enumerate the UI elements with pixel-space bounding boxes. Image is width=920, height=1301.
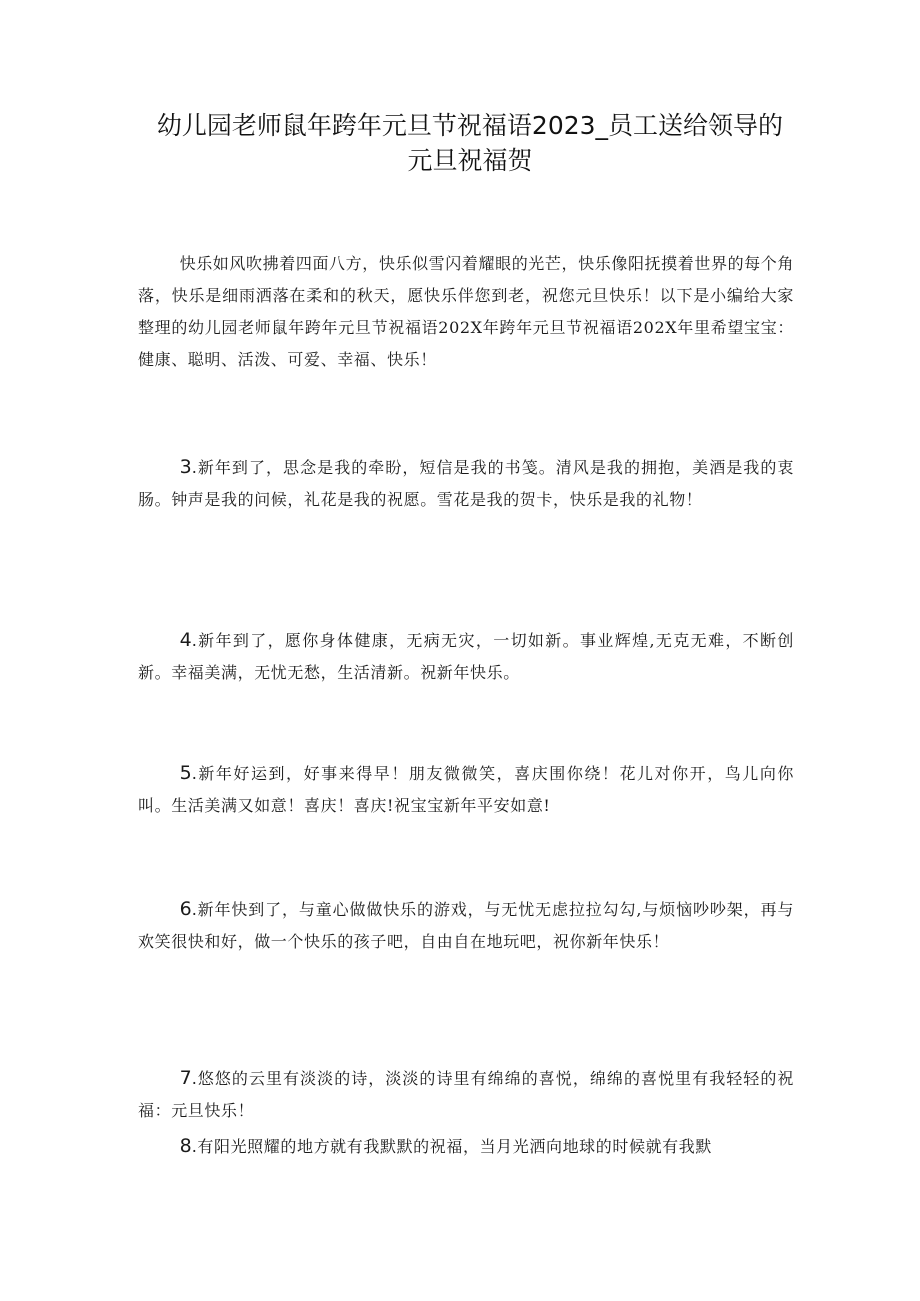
item-number: 4 (179, 629, 192, 651)
item-text: .新年好运到，好事来得早！朋友微微笑，喜庆围你绕！花儿对你开，鸟儿向你叫。生活美满又如意！喜庆！喜庆!祝宝宝新年平安如意! (138, 764, 794, 815)
item-number: 6 (179, 898, 192, 920)
item-text: .新年到了，愿你身体健康，无病无灾，一切如新。事业辉煌,无克无难，不断创新。幸福美满，无忧无愁，生活清新。祝新年快乐。 (138, 631, 794, 682)
item-text: .新年快到了，与童心做做快乐的游戏，与无忧无虑拉拉勾勾,与烦恼吵吵架，再与欢笑很快和好，做一个快乐的孩子吧，自由自在地玩吧，祝你新年快乐！ (138, 900, 794, 951)
intro-paragraph: 快乐如风吹拂着四面八方，快乐似雪闪着耀眼的光芒，快乐像阳抚摸着世界的每个角落，快乐是细雨洒落在柔和的秋天，愿快乐伴您到老，祝您元旦快乐！以下是小编给大家整理的幼儿园老师鼠年跨年元旦节祝福语202X年跨年元旦节祝福语202X年里希望宝宝：健康、聪明、活泼、可爱、幸福、快乐！ (138, 254, 794, 369)
blessing-item-8 (138, 1130, 794, 1163)
blessing-item-6 (138, 893, 794, 958)
item-text: .新年到了，思念是我的牵盼，短信是我的书笺。清风是我的拥抱，美酒是我的衷肠。钟声是我的问候，礼花是我的祝愿。雪花是我的贺卡，快乐是我的礼物！ (138, 458, 794, 509)
item-number: 8 (179, 1135, 192, 1157)
blessing-item-5 (138, 757, 794, 822)
blessing-item-3 (138, 451, 794, 516)
item-number: 5 (179, 762, 192, 784)
blessing-item-7 (138, 1062, 794, 1127)
blessing-item-4 (138, 624, 794, 689)
item-number: 3 (179, 456, 192, 478)
item-text: .悠悠的云里有淡淡的诗，淡淡的诗里有绵绵的喜悦，绵绵的喜悦里有我轻轻的祝福：元旦快乐！ (138, 1069, 794, 1120)
document-title: 幼儿园老师鼠年跨年元旦节祝福语2023_员工送给领导的元旦祝福贺 (156, 111, 784, 175)
item-number: 7 (179, 1067, 192, 1089)
item-text: .有阳光照耀的地方就有我默默的祝福，当月光洒向地球的时候就有我默 (191, 1137, 712, 1156)
